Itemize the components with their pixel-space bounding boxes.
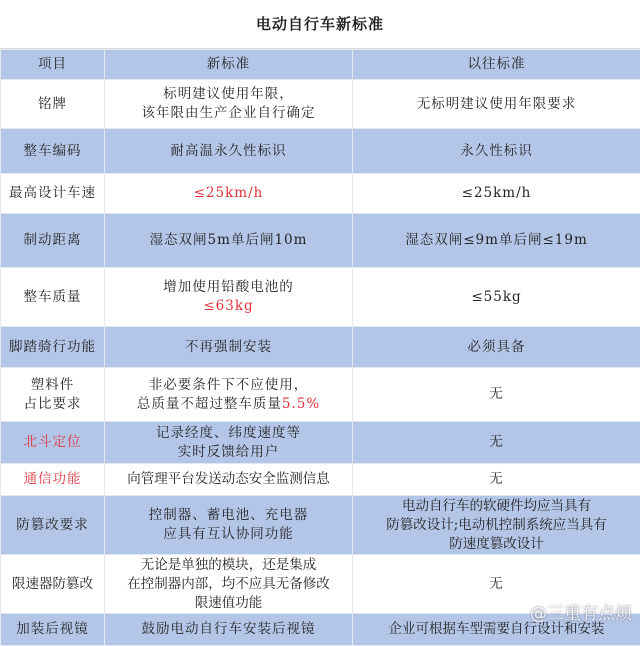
- row-old: 无: [353, 422, 640, 464]
- text-line: 总质量不超过整车质量: [137, 396, 282, 412]
- row-new: [105, 80, 353, 129]
- header-row: [1, 50, 640, 80]
- text-line: 记录经度、纬度速度等: [107, 424, 350, 443]
- table-row: [1, 422, 640, 464]
- text-line: 塑料件: [3, 376, 102, 395]
- row-new: 耐高温永久性标识: [105, 129, 353, 174]
- row-new: 鼓励电动自行车安装后视镜: [105, 614, 353, 646]
- row-old: 企业可根据车型需要自行设计和安装: [353, 614, 640, 646]
- row-item: 制动距离: [1, 214, 105, 268]
- text-line: 该年限由生产企业自行确定: [107, 104, 350, 123]
- text-line: 占比要求: [3, 395, 102, 414]
- row-new: 湿态双闸5m单后闸10m: [105, 214, 353, 268]
- text-line: 电动自行车的软硬件均应当具有: [355, 497, 638, 516]
- table-row: [1, 268, 640, 327]
- text-line: 控制器、蓄电池、充电器: [107, 506, 350, 525]
- row-old: 无: [353, 464, 640, 496]
- row-item: 整车质量: [1, 268, 105, 327]
- row-item: 北斗定位: [1, 422, 105, 464]
- header-new: 新标准: [105, 50, 353, 80]
- row-old: 永久性标识: [353, 129, 640, 174]
- row-item: [1, 368, 105, 422]
- row-new: [105, 496, 353, 555]
- row-item: 加装后视镜: [1, 614, 105, 646]
- row-new: [105, 268, 353, 327]
- watermark: @三重有点烦: [530, 599, 632, 624]
- standards-table: [0, 49, 640, 646]
- row-old: ≤55kg: [353, 268, 640, 327]
- table-row: [1, 174, 640, 214]
- row-item: 最高设计车速: [1, 174, 105, 214]
- row-new: ≤25km/h: [105, 174, 353, 214]
- text-line: 应具有互认协同功能: [107, 525, 350, 544]
- row-old: ≤25km/h: [353, 174, 640, 214]
- row-item: 脚踏骑行功能: [1, 327, 105, 368]
- text-line: 防速度篡改设计: [355, 535, 638, 554]
- table-row: [1, 464, 640, 496]
- row-new: 不再强制安装: [105, 327, 353, 368]
- table-row: [1, 496, 640, 555]
- header-item: 项目: [1, 50, 105, 80]
- row-old: 无标明建议使用年限要求: [353, 80, 640, 129]
- text-line: 限速值功能: [107, 594, 350, 613]
- table-title: 电动自行车新标准: [0, 0, 640, 49]
- row-item: 限速器防篡改: [1, 555, 105, 614]
- row-new: [105, 555, 353, 614]
- text-line: 标明建议使用年限，: [107, 85, 350, 104]
- row-old: 湿态双闸≤9m单后闸≤19m: [353, 214, 640, 268]
- row-item: 防篡改要求: [1, 496, 105, 555]
- text-line: ≤63kg: [107, 297, 350, 316]
- text-line: 防篡改设计;电动机控制系统应当具有: [355, 516, 638, 535]
- table-row: [1, 129, 640, 174]
- text-line: 非必要条件下不应使用，: [107, 376, 350, 395]
- row-old: [353, 496, 640, 555]
- row-old: 必须具备: [353, 327, 640, 368]
- table-row: [1, 214, 640, 268]
- text-line: 实时反馈给用户: [107, 443, 350, 462]
- row-item: 通信功能: [1, 464, 105, 496]
- row-old: 无: [353, 368, 640, 422]
- row-item: 铭牌: [1, 80, 105, 129]
- table-row: [1, 368, 640, 422]
- row-new: [105, 368, 353, 422]
- row-old: 无: [353, 555, 640, 614]
- table-row: [1, 327, 640, 368]
- text-line: 在控制器内部，均不应具无备修改: [107, 575, 350, 594]
- table-row: [1, 80, 640, 129]
- text-line: 无论是单独的模块，还是集成: [107, 556, 350, 575]
- row-item: 整车编码: [1, 129, 105, 174]
- row-new: [105, 422, 353, 464]
- header-old: 以往标准: [353, 50, 640, 80]
- highlight-value: 5.5%: [282, 396, 320, 412]
- row-new: 向管理平台发送动态安全监测信息: [105, 464, 353, 496]
- text-line: 增加使用铅酸电池的: [107, 278, 350, 297]
